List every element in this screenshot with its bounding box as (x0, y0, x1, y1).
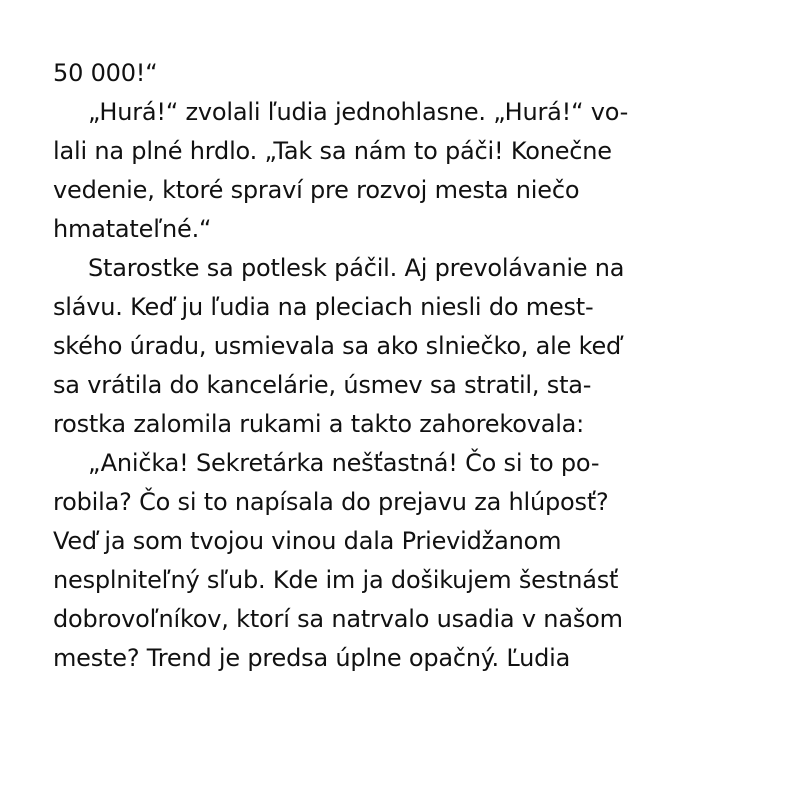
text-line: Veď ja som tvojou vinou dala Prievidžanom (53, 527, 562, 555)
text-line: vedenie, ktoré spraví pre rozvoj mesta niečo (53, 176, 580, 204)
text-line: 50 000!“ (53, 59, 158, 87)
text-line: meste? Trend je predsa úplne opačný. Ľudia (53, 644, 571, 672)
text-line: sa vrátila do kancelárie, úsmev sa stratil, sta- (53, 371, 592, 399)
text-line: lali na plné hrdlo. „Tak sa nám to páči! Konečne (53, 137, 612, 165)
text-line: robila? Čo si to napísala do prejavu za hlúposť? (53, 488, 609, 516)
text-line: slávu. Keď ju ľudia na pleciach niesli do mest- (53, 293, 594, 321)
text-line: Starostke sa potlesk páčil. Aj prevolávanie na (88, 254, 625, 282)
text-line: rostka zalomila rukami a takto zahorekovala: (53, 410, 585, 438)
text-line: ského úradu, usmievala sa ako slniečko, ale keď (53, 332, 622, 360)
text-line: hmatateľné.“ (53, 215, 212, 243)
text-line: nesplniteľný sľub. Kde im ja došikujem šestnásť (53, 566, 619, 594)
text-line: „Anička! Sekretárka nešťastná! Čo si to po- (88, 449, 600, 477)
text-line: „Hurá!“ zvolali ľudia jednohlasne. „Hurá!“ vo- (88, 98, 629, 126)
text-line: dobrovoľníkov, ktorí sa natrvalo usadia v našom (53, 605, 623, 633)
